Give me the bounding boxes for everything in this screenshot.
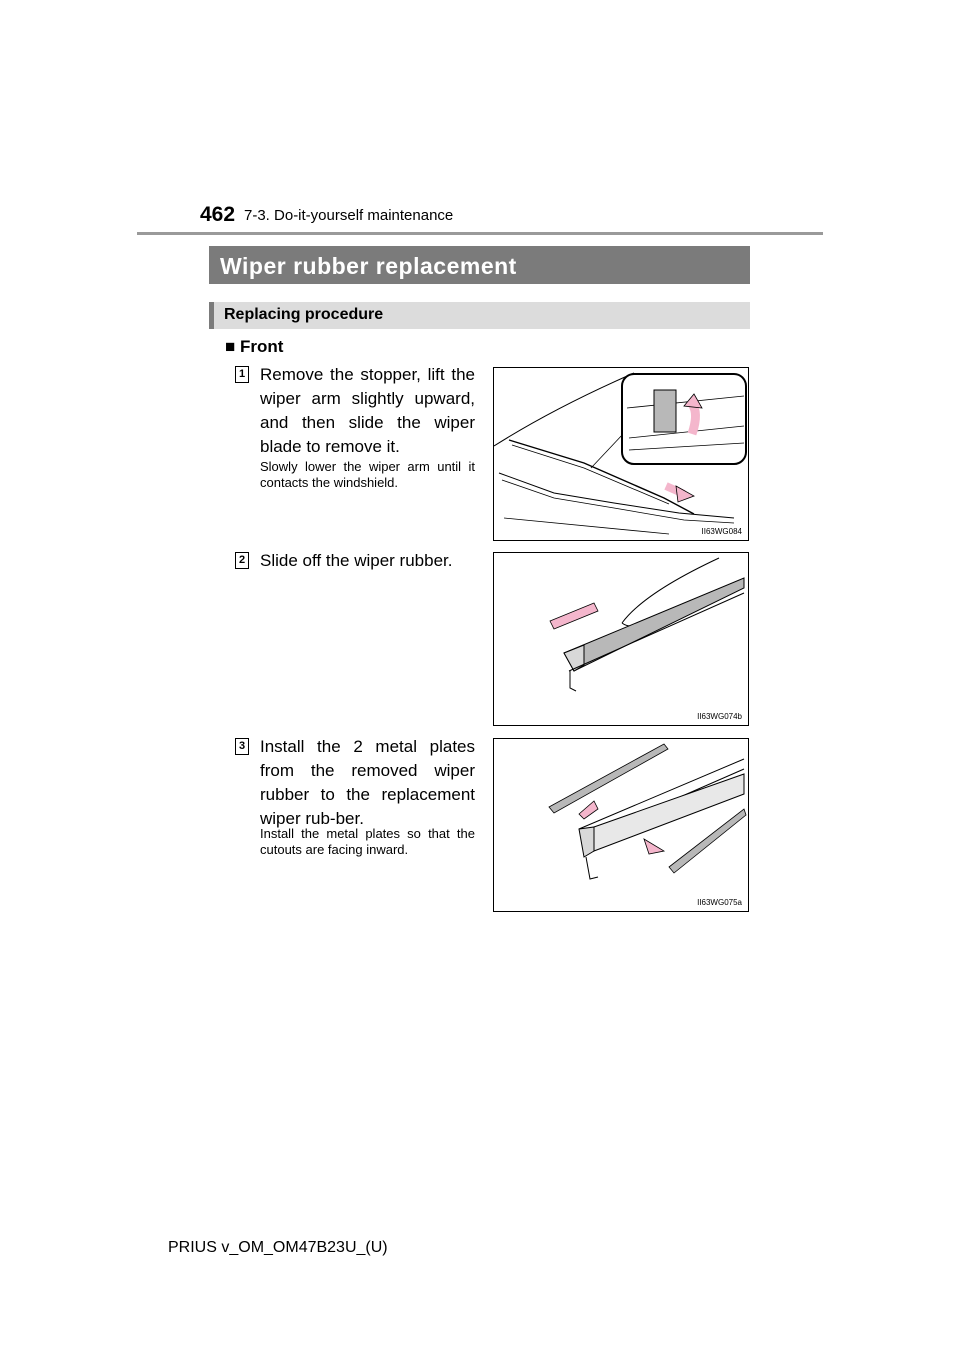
step-3-note: Install the metal plates so that the cutouts are facing inward. xyxy=(260,826,475,857)
step-number-2: 2 xyxy=(235,552,249,569)
step-number-1: 1 xyxy=(235,366,249,383)
figure-code-2: II63WG074b xyxy=(697,712,742,721)
step-1-note: Slowly lower the wiper arm until it contacts the windshield. xyxy=(260,459,475,490)
step-2-text: Slide off the wiper rubber. xyxy=(260,551,453,570)
figure-code-3: II63WG075a xyxy=(697,898,742,907)
step-3-text: Install the 2 metal plates from the removed wiper rubber to the replacement wiper rub-ber. xyxy=(260,737,475,828)
figure-wiper-arm xyxy=(493,367,749,541)
figure-code-1: II63WG084 xyxy=(701,527,742,536)
step-1-text: Remove the stopper, lift the wiper arm slightly upward, and then slide the wiper blade to remove it. xyxy=(260,365,475,456)
header-rule xyxy=(137,232,823,235)
section-subtitle: Replacing procedure xyxy=(209,302,750,329)
wiper-arm-illustration xyxy=(494,368,749,541)
bullet-square-icon: ■ xyxy=(225,337,236,356)
section-path: 7-3. Do-it-yourself maintenance xyxy=(244,207,454,224)
footer-document-id: PRIUS v_OM_OM47B23U_(U) xyxy=(168,1239,388,1256)
bullet-heading xyxy=(225,337,283,357)
figure-wiper-rubber xyxy=(493,552,749,726)
step-number-3: 3 xyxy=(235,738,249,755)
page-title: Wiper rubber replacement xyxy=(209,246,750,284)
wiper-rubber-illustration xyxy=(494,553,749,726)
metal-plates-illustration xyxy=(494,739,749,912)
figure-metal-plates xyxy=(493,738,749,912)
bullet-label: Front xyxy=(240,337,284,356)
page-number: 462 xyxy=(200,203,236,226)
